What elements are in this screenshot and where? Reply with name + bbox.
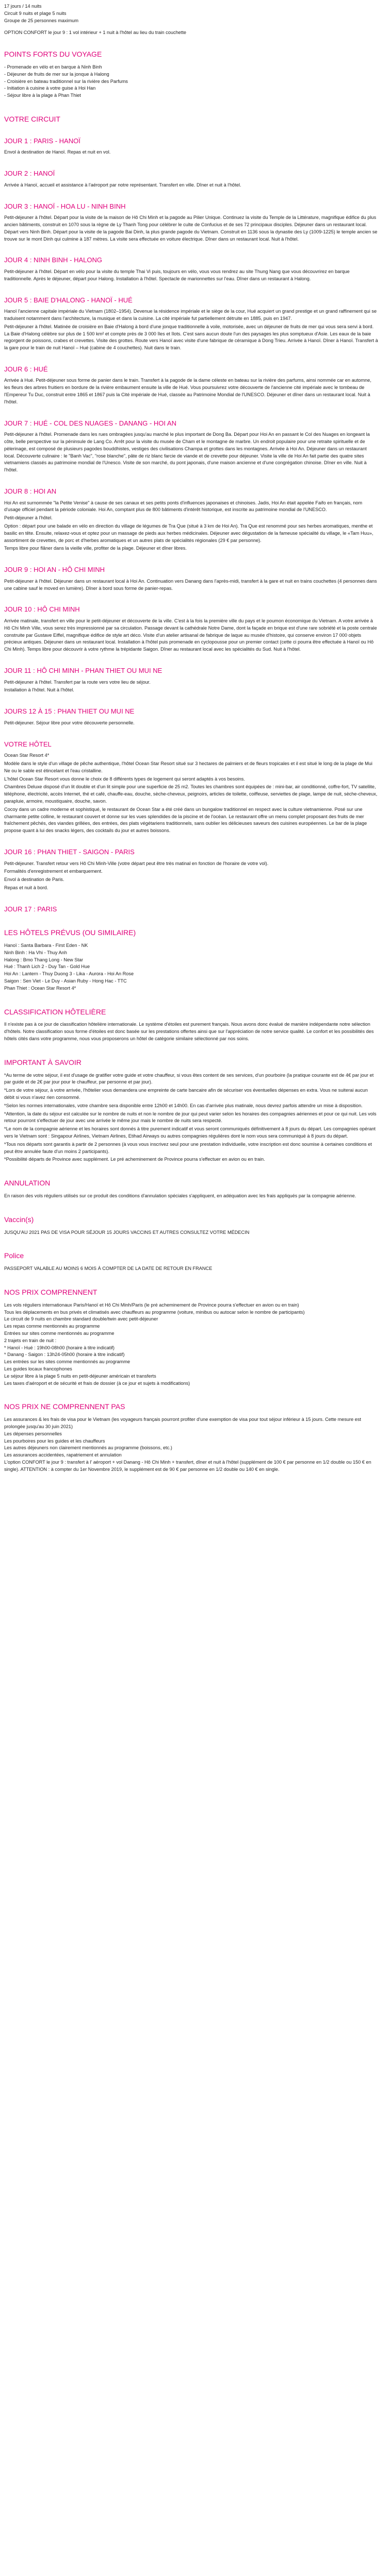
hotels-title: LES HÔTELS PRÉVUS (OU SIMILAIRE) xyxy=(4,928,136,937)
list-item: - Croisière en bateau traditionnel sur la rivière des Parfums xyxy=(4,78,128,84)
day-description xyxy=(4,752,379,835)
list-item: Les assurances & les frais de visa pour le Vietnam (les voyageurs français pourront profiter d'une exemption de visa pour tout séjour inférieur à 15 jours. Cette mesure est prolongée jusqu'au 30 juin 2021) xyxy=(4,1417,362,1429)
day-paragraph: Arrivée matinale, transfert en ville pour le petit-déjeuner et découverte de la ville. C'est à la fois la première ville du pays et le poumon économique du Vietnam. A votre arrivée à Hô Chi Minh Ville, vous serez très impressionné par sa circulation. Passage devant la cathédrale Notre Dame, dont la façade en brique est d'une rare sobriété et la poste centrale construite par Gustave Eiffel, magnifique édifice de style art déco. Visite d'un atelier artisanal de fabrique de laque au musée d'histoire, qui conserve environ 17 000 objets précieux antiques. Déjeuner dans un restaurant local. Installation à l'hôtel puis promenade en cyclopousse pour un premier contact (cette ci pourra être effectuée à Hanoï ou Hô Chi Minh). Temps libre pour découvrir à votre rythme la trépidante Saigon. Dîner au restaurant local avec les spécialités du Sud. Nuit à l'hôtel. xyxy=(4,618,377,652)
day-description xyxy=(4,618,379,653)
day-paragraph: Hanoï l'ancienne capitale impériale du Vietnam (1802–1954). Devenue la résidence impériale et le siège de la cour, Hué acquiert un grand prestige et un grand raffinement qui se traduisent notamment dans l'architecture, la musique et dans la cuisine. La cité impériale fut partiellement détruite en 1885, puis en 1947. xyxy=(4,309,377,321)
day-description xyxy=(4,720,379,727)
important-item: *Attention, la date du séjour est calculée sur le nombre de nuits et non le nombre de jour qui peut varier selon les horaires des compagnies aériennes et pour ce qui nuit. Les vols retour pourront s'effectuer de jour avec une arrivée le même jour mais le nombre de nuits sera respecté. xyxy=(4,1111,377,1124)
comfort-option: OPTION CONFORT le jour 9 : 1 vol intérieur + 1 nuit à l'hôtel au lieu du train couchette xyxy=(4,30,187,36)
list-item: Les entrées sur les sites comme mentionnés au programme xyxy=(4,1359,131,1365)
list-item: Entrées sur sites comme mentionnés au programme xyxy=(4,1330,115,1336)
list-item: L'option CONFORT le jour 9 : transfert à l' aéroport + vol Danang - Hô Chi Minh + transfert, dîner et nuit à l'hôtel (supplément de 100 € par personne en 1/2 double ou 150 € en single). ATTENTION : à compter du 1er Novembre 2019, le supplément est de 90 € par personne en 1/2 double ou 140 € en single. xyxy=(4,1459,371,1472)
hotel-item: Saigon : Sen Viet - Le Duy - Asian Ruby - Hong Hac - TTC xyxy=(4,978,127,984)
hotel-item: Phan Thiet : Ocean Star Resort 4* xyxy=(4,985,76,991)
important-title: IMPORTANT À SAVOIR xyxy=(4,1058,82,1066)
points-forts-list xyxy=(4,64,379,99)
list-item: Les pourboires pour les guides et les chauffeurs xyxy=(4,1438,105,1444)
day-title: JOUR 11 : HÔ CHI MINH - PHAN THIET OU MUI NE xyxy=(4,666,162,674)
day-title: VOTRE HÔTEL xyxy=(4,740,52,748)
annulation-title: ANNULATION xyxy=(4,1179,51,1188)
important-item: *Possibilité départs de Province avec supplément. Le pré acheminement de Province pourra s'effectuer en avion ou en train. xyxy=(4,1157,265,1162)
list-item: * Danang - Saigon : 13h24-05h00 (horaire à titre indicatif) xyxy=(4,1352,125,1358)
list-item: Les vols réguliers internationaux Paris/Hanoï et Hô Chi Minh/Paris (le pré acheminement de Province pourra s'effectuer en avion ou en train) xyxy=(4,1302,299,1308)
day-paragraph: Formalités d'enregistrement et embarquement. xyxy=(4,869,103,874)
trip-duration: 17 jours / 14 nuits xyxy=(4,4,42,9)
list-item: 2 trajets en train de nuit : xyxy=(4,1337,57,1343)
day-paragraph: Petit-déjeuner à l'hôtel. Départ en vélo pour la visite du temple Thai Vi puis, toujours en vélo, vous vous rendrez au site Thung Nang que vous découvrirez en barque traditionnelle. Après le déjeuner, départ pour Halong. Installation à l'hôtel. Spectacle de marionnettes sur l'eau. Dîner dans un restaurant à Halong. xyxy=(4,268,350,281)
list-item: - Séjour libre à la plage à Phan Thiet xyxy=(4,93,81,98)
trip-intro xyxy=(4,3,379,37)
list-item: - Déjeuner de fruits de mer sur la jonque à Halong xyxy=(4,71,109,77)
day-title: JOUR 9 : HOI AN - HÔ CHI MINH xyxy=(4,566,105,574)
classification-text: Il n'existe pas à ce jour de classification hôtelière internationale. Le système d'étoiles est purement français. Nous avons donc évalué de manière indépendante notre sélection d'hôtels. Notre classification sous forme d'étoiles est donc basée sur les prestations offertes ainsi que sur l'appréciation de notre service qualité. Le confort et les possibilités des hôtels cités dans votre programme, nous vous proposerons un hôtel de catégorie similaire sélectionné par nos soins. xyxy=(4,1022,374,1042)
list-item: Les taxes d'aéroport et de sécurité et frais de dossier (à ce jour et sujets à modifications) xyxy=(4,1380,190,1386)
day-description xyxy=(4,268,379,283)
day-description xyxy=(4,500,379,553)
list-item: * Hanoï - Hué : 19h00-08h00 (horaire à titre indicatif) xyxy=(4,1345,115,1350)
day-paragraph: Hoi An est surnommée "la Petite Venise" à cause de ses canaux et ses petits ponts d'influences japonaises et chinoises. Jadis, Hoi An était appelée Faifo en français, nom d'usage officiel pendant la période coloniale. Hoi An, comptant plus de 800 bâtiments d'intérêt historique, est inscrite au patrimoine mondial de l'UNESCO. xyxy=(4,500,363,513)
prix-comprend-list xyxy=(4,1302,379,1387)
day-paragraph: Cocoy dans un cadre moderne et sophistiqué, le restaurant de Ocean Star a été créé dans un bungalow traditionnel en respect avec la culture vietnamienne. Posé sur une charmante petite colline, le restaurant couvert et donne sur les vues splendides de la piscine et de l'océan. Le restaurant offre un menu complet proposant des fruits de mer fraîchement pêchés, des viandes grillées, des entrées, des plats végétariens traditionnels, sans oublier les délicieuses saveurs des cuisines européennes. Le bar de la plage propose quant à lui des snacks légers, des cocktails du jour et autres boissons. xyxy=(4,806,367,834)
hotel-item: Halong : Bmo Thang Long - New Star xyxy=(4,957,84,962)
votre-circuit-title: VOTRE CIRCUIT xyxy=(4,114,60,123)
list-item: Le circuit de 9 nuits en chambre standard double/twin avec petit-déjeuner xyxy=(4,1316,158,1322)
day-paragraph: Option : départ pour une balade en vélo en direction du village de légumes de Tra Que (situé à 3 km de Hoi An). Tra Que est renommé pour ses herbes aromatiques, menthe et basilic en tête. Ensuite, relaxez-vous et optez pour un massage de pieds aux herbes médicinales. Déjeuner avec dégustation de la fameuse spécialité du village, le «Tam Huu», assortiment de crevettes, de porc et d'herbes aromatiques et un autres plats de spécialités régionales (29 € par personne). xyxy=(4,523,373,543)
hotel-item: Hué : Thanh Lich 2 - Duy Tan - Gold Hue xyxy=(4,964,90,970)
important-list xyxy=(4,1072,379,1164)
list-item: Tous les déplacements en bus privés et climatisés avec chauffeurs au programme (voiture, minibus ou autocar selon le nombre de participants) xyxy=(4,1309,305,1315)
prix-ne-comprend-title: NOS PRIX NE COMPRENNENT PAS xyxy=(4,1402,125,1411)
classification-title: CLASSIFICATION HÔTELIÈRE xyxy=(4,1007,106,1016)
day-paragraph: Arrivée à Hanoï, accueil et assistance à l'aéroport par notre représentant. Transfert en ville. Dîner et nuit à l'hôtel. xyxy=(4,182,241,188)
list-item: Les dépenses personnelles xyxy=(4,1431,62,1436)
list-item: - Promenade en vélo et en barque à Ninh Binh xyxy=(4,64,102,70)
important-item: *Lors de votre séjour, à votre arrivée, l'hôtelier vous demandera une empreinte de carte bancaire afin de sécuriser vos éventuelles dépenses en extra. Vous ne suiterai aucun débit si vous n'avez rien consommé. xyxy=(4,1088,368,1100)
points-forts-title: POINTS FORTS DU VOYAGE xyxy=(4,50,102,59)
day-description xyxy=(4,182,379,189)
day-paragraph: Petit-déjeuner à l'hôtel. xyxy=(4,515,53,521)
day-description xyxy=(4,149,379,156)
prix-ne-comprend-list xyxy=(4,1416,379,1473)
day-paragraph: Modèle dans le style d'un village de pêche authentique, l'hôtel Ocean Star Resort situé sur 3 hectares de palmiers et de fleurs tropicales et il est situé le long de la plage de Mui Ne ou le sable est étincelant et l'eau cristalline. xyxy=(4,760,372,773)
trip-format: Circuit 9 nuits et plage 5 nuits xyxy=(4,10,67,16)
important-item: *Le nom de la compagnie aérienne et les horaires sont donnés à titre purement indicatif et vous seront communiqués définitivement à 8 jours du départ. Les compagnies opérant vers le Vietnam sont : Singapour Airlines, Vietnam Airlines, Etihad Airways ou autres compagnies régulières dont le nom vous sera communiqué à 8 jours du départ. xyxy=(4,1126,376,1139)
day-paragraph: Petit-déjeuner à l'hôtel. Promenade dans les rues ombragées jusqu'au marché le plus important de Dong Ba. Départ pour Hoi An en passant le Col des Nuages en longeant la côte, belle perspective sur la péninsule de Lang Co. Arrêt pour la visite du musée de Cham et le montagne de marbre. Un endroit populaire pour une retraite spirituelle et de pèlerinage, est composé de plusieurs pagodes bouddhistes, vestiges des civilisations Champa et grottes dans les montagnes. Arrivée à Hoi An. Déjeuner dans un restaurant local. Découverte culinaire : le "Banh Vac", "rose blanche", pâte de riz blanc farcie de viande et de crevette pour déjeuner. Visite la ville de Hoi An fait partie des quatre sites vietnamiens classés au patrimoine mondial de l'Unesco. Visite de son marché, du pont japonais, d'une maison ancienne et d'une congrégation chinoise. Dîner en ville. Nuit à l'hôtel. xyxy=(4,432,370,473)
day-paragraph: Ocean Star Resort 4* xyxy=(4,753,50,758)
hotel-item: Hanoï : Santa Barbara - First Eden - NK xyxy=(4,943,88,948)
day-title: JOUR 4 : NINH BINH - HALONG xyxy=(4,256,102,264)
day-title: JOUR 1 : PARIS - HANOÏ xyxy=(4,137,80,145)
police-text: PASSEPORT VALABLE AU MOINS 6 MOIS À COMPTER DE LA DATE DE RETOUR EN FRANCE xyxy=(4,1266,213,1272)
group-size: Groupe de 25 personnes maximum xyxy=(4,18,79,23)
list-item: Le séjour libre à la plage 5 nuits en petit-déjeuner américain et transferts xyxy=(4,1373,156,1379)
important-item: *Au terme de votre séjour, il est d'usage de gratifier votre guide et votre chauffeur, si vous êtes content de ses services, d'un pourboire (la pratique courante est de 4€ par jour et par guide et de 2€ par jour pour le chauffeur, par personne et par jour). xyxy=(4,1072,374,1085)
hotel-item: Ninh Binh : Ha Vhi - Thuy Anh xyxy=(4,950,67,955)
day-description xyxy=(4,431,379,474)
list-item: Les autres déjeuners non clairement mentionnés au programme (boissons, etc.) xyxy=(4,1445,172,1451)
day-paragraph: Installation à l'hôtel. Nuit à l'hôtel. xyxy=(4,687,74,693)
day-paragraph: Petit-déjeuner à l'hôtel. Déjeuner dans un restaurant local à Hoi An. Continuation vers Danang dans l'après-midi, transfert à la gare et nuit en trains couchettes (4 personnes dans une cabine sauf le moved en lumière). Dîner à bord sous forme de panier-repas. xyxy=(4,578,377,591)
day-list xyxy=(4,137,379,913)
day-title: JOUR 7 : HUÉ - COL DES NUAGES - DANANG - HOI AN xyxy=(4,419,176,427)
hotels-list xyxy=(4,942,379,992)
day-title: JOUR 16 : PHAN THIET - SAIGON - PARIS xyxy=(4,848,135,856)
day-paragraph: Envol à destination de Paris. xyxy=(4,877,64,883)
list-item: Les guides locaux francophones xyxy=(4,1366,72,1371)
day-title: JOUR 3 : HANOÏ - HOA LU - NINH BINH xyxy=(4,202,126,210)
day-paragraph: Envol à destination de Hanoï. Repas et nuit en vol. xyxy=(4,149,111,155)
vaccins-title: Vaccin(s) xyxy=(4,1215,34,1224)
day-title: JOUR 10 : HÔ CHI MINH xyxy=(4,605,80,614)
day-title: JOURS 12 À 15 : PHAN THIET OU MUI NE xyxy=(4,707,135,716)
day-description xyxy=(4,679,379,694)
day-description xyxy=(4,308,379,352)
day-title: JOUR 5 : BAIE D'HALONG - HANOÏ - HUÉ xyxy=(4,296,133,304)
day-description xyxy=(4,214,379,243)
day-description xyxy=(4,860,379,892)
day-paragraph: Chambres Deluxe disposé d'un lit double et d'un lit simple pour une superficie de 25 m2. Toutes les chambres sont équipées de : mini-bar, air conditionné, coffre-fort, TV satellite, téléphone, électricité, accès Internet, thé et café, chauffe-eau, douche, sèche-cheveux, peignoirs, articles de toilette, coiffeuse, serviettes de plage, lampe de nuit, sèche-cheveux, parapluie, armoire, moustiquaire, douche, savon. xyxy=(4,784,378,804)
list-item: Les assurances accidentées, rapatriement et annulation xyxy=(4,1452,122,1458)
day-paragraph: Petit-déjeuner à l'hôtel. Transfert par la route vers votre lieu de séjour. xyxy=(4,679,151,685)
day-paragraph: Temps libre pour flâner dans la vieille ville, profiter de la plage. Déjeuner et dîner libres. xyxy=(4,546,187,551)
day-title: JOUR 8 : HOI AN xyxy=(4,487,57,496)
day-paragraph: Petit-déjeuner à l'hôtel. Matinée de croisière en Baie d'Halong à bord d'une jonque traditionnelle à voile, motorisée, avec un déjeuner de fruits de mer qui vous sera servi à bord. La Baie d'Halong célèbre sur plus de 1 500 km² et compte près de 3 000 îles et îlots. C'est sans aucun doute l'un des paysages les plus somptueux d'Asie. Les eaux de la baie regorgent de poissons, crabes et crevettes. Visite des grottes. Route vers Hanoï avec visite d'une fabrique de céramique à Dong Trieu. Arrivée à Hanoï. Dîner à Hanoï. Transfert à la gare pour le train de nuit Hanoï – Hué (cabine de 4 couchettes). Nuit dans le train. xyxy=(4,324,378,351)
day-title: JOUR 17 : PARIS xyxy=(4,905,57,913)
day-paragraph: L'hôtel Ocean Star Resort vous donne le choix de 8 différents types de logement qui seront adaptés à vos besoins. xyxy=(4,776,245,782)
important-item: *Selon les normes internationales, votre chambre sera disponible entre 12h00 et 14h00. En cas d'arrivée plus matinale, nous devrez parfois attendre un mise à disposition. xyxy=(4,1103,363,1108)
list-item: Les repas comme mentionnés au programme xyxy=(4,1324,100,1329)
important-item: *Tous nos départs sont garantis à partir de 2 personnes (à vous vous inscrivez seul pour une prestation individuelle, votre inscription est donc soumise à certaines conditions et peut être annulée faute d'un moins 2 participants). xyxy=(4,1141,372,1154)
list-item: - Initiation à cuisine à votre guise à Hoi Han xyxy=(4,86,96,91)
day-paragraph: Repas et nuit à bord. xyxy=(4,885,48,890)
day-description xyxy=(4,578,379,592)
day-title: JOUR 6 : HUÉ xyxy=(4,365,48,373)
hotel-item: Hoi An : Lantern - Thuy Duong 3 - Lika - Aurora - Hoi An Rose xyxy=(4,971,134,977)
police-title: Police xyxy=(4,1251,24,1260)
day-title: JOUR 2 : HANOÏ xyxy=(4,170,55,178)
day-paragraph: Arrivée à Hué. Petit-déjeuner sous forme de panier dans le train. Transfert à la pagode de la dame céleste en bateau sur la rivière des parfums, ainsi nommée car en automne, les fleurs des arbres fruitiers en bordure de la rivière embaument ensuite la ville de Hué. Vous poursuivrez votre découverte de l'ancienne cité impériale avec le tombeau de l'Empereur Tu Duc, construit entre 1865 et 1867 puis la Cité impériale de Hué, classée au Patrimoine Mondial de l'UNESCO. Déjeuner et dîner dans un restaurant local. Nuit à l'hôtel. xyxy=(4,378,371,404)
day-paragraph: Petit-déjeuner. Transfert retour vers Hô Chi Minh-Ville (votre départ peut être très matinal en fonction de l'horaire de votre vol). xyxy=(4,860,269,866)
vaccins-text: JUSQU'AU 2021 PAS DE VISA POUR SÉJOUR 15 JOURS VACCINS ET AUTRES CONSULTEZ VOTRE MÉDECIN xyxy=(4,1229,250,1235)
day-paragraph: Petit-déjeuner. Séjour libre pour votre découverte personnelle. xyxy=(4,720,135,725)
annulation-text: En raison des vols réguliers utilisés sur ce produit des conditions d'annulation spéciales s'appliquent, en adéquation avec les frais appliqués par la compagnie aérienne. xyxy=(4,1193,356,1199)
day-description xyxy=(4,377,379,405)
day-paragraph: Petit-déjeuner à l'hôtel. Départ pour la visite de la maison de Hô Chi Minh et la pagode au Pilier Unique. Continuez la visite du Temple de la Littérature, magnifique édifice du plus ancien bâtiments, construit en 1070 sous la règne de Ly Thanh Tong pour célébrer le culte de Confucius et de ses 72 principaux disciples. Déjeuner dans un restaurant local. Départ vers Ninh Binh. Départ pour la visite de la pagode Bai Dinh, la plus grande pagode du Vietnam. Construit en 1136 sous la dynastie des Ly (1009-1225) le temple ancien se trouve sur le mont Dinh qui culmine à 187 mètres. La visite sera effectuée en voiture électrique. Dîner dans un restaurant local. Nuit à l'hôtel. xyxy=(4,215,378,242)
prix-comprend-title: NOS PRIX COMPRENNENT xyxy=(4,1288,97,1296)
